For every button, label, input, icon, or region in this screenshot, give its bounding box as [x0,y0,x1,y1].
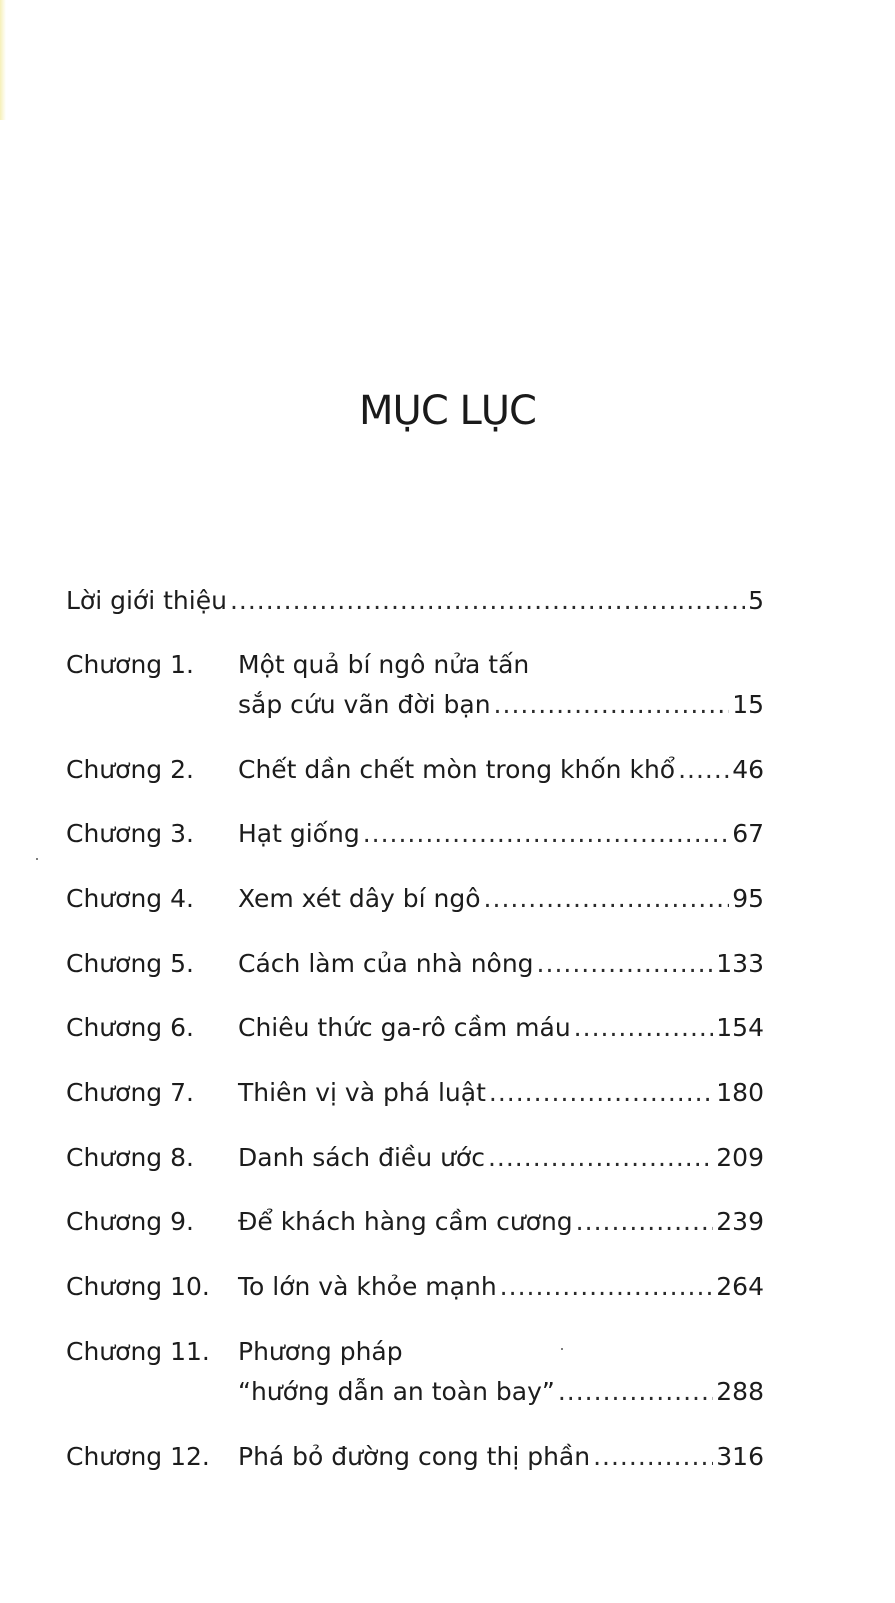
dot-leader [574,1011,714,1045]
scan-speck [36,858,38,860]
dot-leader [537,947,714,981]
entry-title-continued: “hướng dẫn an toàn bay” [238,1377,555,1406]
entry-title: Xem xét dây bí ngô [238,884,481,913]
page-number: 264 [716,1272,764,1301]
page-number: 180 [716,1078,764,1107]
chapter-label: Chương 5. [66,949,194,978]
dot-leader [678,753,729,787]
page-number: 288 [716,1377,764,1406]
dot-leader [484,882,730,916]
dot-leader [230,584,745,618]
entry-line [238,1011,764,1045]
chapter-label: Chương 3. [66,819,194,848]
entry-title: Để khách hàng cầm cương [238,1207,573,1236]
toc-heading: MỤC LỤC [359,388,536,434]
dot-leader [576,1205,714,1239]
page-number: 133 [716,949,764,978]
entry-line [238,947,764,981]
entry-title: To lớn và khỏe mạnh [238,1272,497,1301]
chapter-label: Chương 7. [66,1078,194,1107]
chapter-label: Chương 10. [66,1272,210,1301]
chapter-label: Chương 8. [66,1143,194,1172]
chapter-label: Chương 9. [66,1207,194,1236]
chapter-label: Chương 12. [66,1442,210,1471]
page-number: 95 [732,884,764,913]
dot-leader [489,1076,713,1110]
entry-line [238,817,764,851]
entry-title: Phá bỏ đường cong thị phần [238,1442,591,1471]
chapter-label: Chương 1. [66,650,194,679]
dot-leader [363,817,729,851]
page-number: 15 [732,690,764,719]
entry-title: Lời giới thiệu [66,586,227,615]
scan-speck [561,1348,563,1350]
entry-line [238,1205,764,1239]
dot-leader [494,688,730,722]
page-number: 209 [716,1143,764,1172]
entry-line [238,1270,764,1304]
entry-title: Chết dần chết mòn trong khốn khổ [238,755,676,784]
page-number: 46 [732,755,764,784]
entry-line [238,753,764,787]
dot-leader [593,1440,713,1474]
dot-leader [500,1270,714,1304]
entry-line-1 [238,1335,764,1369]
entry-title: Một quả bí ngô nửa tấn [238,650,530,679]
entry-title-continued: sắp cứu vãn đời bạn [238,690,491,719]
entry-line [238,1076,764,1110]
chapter-label: Chương 2. [66,755,194,784]
toc-entry-intro[interactable] [66,584,764,618]
entry-title: Thiên vị và phá luật [238,1078,486,1107]
entry-line-2 [238,688,764,722]
entry-line-2 [238,1375,764,1409]
chapter-label: Chương 4. [66,884,194,913]
entry-line [238,1141,764,1175]
entry-title: Hạt giống [238,819,360,848]
chapter-label: Chương 11. [66,1337,210,1366]
dot-leader [558,1375,713,1409]
dot-leader [488,1141,713,1175]
page-number: 154 [716,1013,764,1042]
entry-title: Danh sách điều ước [238,1143,485,1172]
entry-title: Phương pháp [238,1337,403,1366]
page-number: 67 [732,819,764,848]
entry-line-1 [238,648,764,682]
page-number: 316 [716,1442,764,1471]
entry-line [238,882,764,916]
entry-line [238,1440,764,1474]
page-number: 5 [748,586,764,615]
page-number: 239 [716,1207,764,1236]
entry-title: Cách làm của nhà nông [238,949,534,978]
chapter-label: Chương 6. [66,1013,194,1042]
entry-title: Chiêu thức ga-rô cầm máu [238,1013,571,1042]
